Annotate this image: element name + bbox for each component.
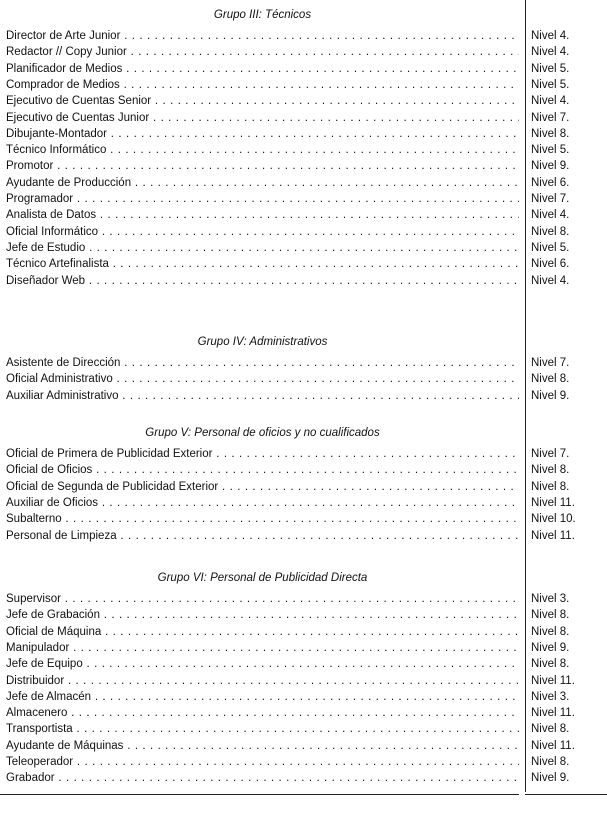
table-row — [0, 446, 607, 462]
table-row — [0, 479, 607, 495]
job-title: Ejecutivo de Cuentas Senior . . . — [6, 93, 519, 109]
table-row — [0, 591, 607, 607]
table-row — [0, 640, 607, 656]
job-title: Diseñador Web . . . — [6, 273, 519, 289]
job-title: Oficial de Oficios . . . — [6, 462, 519, 478]
job-level: Nivel 7. — [531, 357, 570, 369]
job-title: Analista de Datos . . . — [6, 207, 519, 223]
table-row — [0, 77, 607, 93]
table-row — [0, 495, 607, 511]
job-level: Nivel 9. — [531, 160, 570, 173]
table-row — [0, 355, 607, 371]
job-level: Nivel 11. — [531, 707, 575, 720]
job-level: Nivel 9. — [531, 641, 570, 654]
table-row — [0, 738, 607, 754]
bottom-rule-right — [525, 794, 607, 795]
job-title: Transportista . . . — [6, 721, 519, 737]
table-row — [0, 191, 607, 207]
bottom-rule-left — [0, 794, 519, 795]
job-level: Nivel 5. — [531, 78, 570, 91]
table-row — [0, 624, 607, 640]
job-title: Supervisor . . . — [6, 591, 519, 607]
job-level: Nivel 11. — [531, 674, 575, 687]
group-title: Grupo III: Técnicos — [213, 9, 312, 21]
table-row — [0, 511, 607, 527]
table-row — [0, 607, 607, 623]
table-row — [0, 256, 607, 272]
job-level: Nivel 8. — [531, 127, 570, 140]
job-level: Nivel 8. — [531, 373, 570, 386]
table-row — [0, 273, 607, 289]
table-row — [0, 754, 607, 770]
job-level: Nivel 8. — [531, 756, 570, 768]
job-title: Ayudante de Máquinas . . . — [6, 738, 519, 754]
job-title: Jefe de Equipo . . . — [6, 656, 519, 672]
job-title: Ejecutivo de Cuentas Junior . . . — [6, 110, 519, 126]
job-title: Oficial Informático . . . — [6, 224, 519, 240]
job-level: Nivel 3. — [531, 593, 570, 605]
job-level: Nivel 10. — [531, 513, 576, 526]
job-level: Nivel 8. — [531, 225, 570, 238]
job-title: Manipulador . . . — [6, 640, 519, 656]
job-title: Auxiliar Administrativo . . . — [6, 388, 519, 404]
job-title: Oficial de Primera de Publicidad Exterior . . . — [6, 446, 519, 462]
job-title: Programador . . . — [6, 191, 519, 207]
job-title: Jefe de Grabación . . . — [6, 607, 519, 623]
job-title: Oficial Administrativo . . . — [6, 371, 519, 387]
job-title: Jefe de Estudio . . . — [6, 240, 519, 256]
table-row — [0, 207, 607, 223]
table-row — [0, 462, 607, 478]
job-title: Auxiliar de Oficios . . . — [6, 495, 519, 511]
group-title: Grupo V: Personal de oficios y no cualificados — [145, 427, 380, 439]
job-level: Nivel 11. — [531, 496, 575, 509]
job-level: Nivel 4. — [531, 95, 570, 108]
table-row — [0, 158, 607, 174]
job-level: Nivel 7. — [531, 111, 570, 124]
job-title: Redactor // Copy Junior . . . — [6, 44, 519, 60]
table-row — [0, 770, 607, 786]
job-level: Nivel 4. — [531, 46, 570, 59]
job-title: Comprador de Medios . . . — [6, 77, 519, 93]
job-level: Nivel 4. — [531, 274, 570, 287]
job-level: Nivel 3. — [531, 690, 570, 703]
job-title: Dibujante-Montador . . . — [6, 126, 519, 142]
job-title: Grabador . . . — [6, 770, 519, 786]
table-row — [0, 142, 607, 158]
job-level: Nivel 6. — [531, 258, 570, 271]
job-title: Personal de Limpieza . . . — [6, 528, 519, 544]
job-level: Nivel 4. — [531, 30, 570, 42]
table-row — [0, 240, 607, 256]
table-row — [0, 705, 607, 721]
job-title: Técnico Informático . . . — [6, 142, 519, 158]
table-row — [0, 61, 607, 77]
job-level: Nivel 8. — [531, 609, 570, 622]
job-title: Oficial de Segunda de Publicidad Exterior . . . — [6, 479, 519, 495]
table-row — [0, 673, 607, 689]
job-level: Nivel 8. — [531, 625, 570, 638]
group-title: Grupo IV: Administrativos — [197, 336, 328, 348]
group-title: Grupo VI: Personal de Publicidad Directa — [157, 572, 368, 584]
table-row — [0, 689, 607, 705]
job-title: Jefe de Almacén . . . — [6, 689, 519, 705]
job-level: Nivel 8. — [531, 480, 570, 493]
job-level: Nivel 5. — [531, 241, 570, 254]
table-row — [0, 126, 607, 142]
job-title: Técnico Artefinalista . . . — [6, 256, 519, 272]
table-row — [0, 44, 607, 60]
job-level: Nivel 9. — [531, 772, 570, 785]
job-level: Nivel 8. — [531, 658, 570, 671]
job-title: Oficial de Máquina . . . — [6, 624, 519, 640]
job-level: Nivel 8. — [531, 464, 570, 477]
job-title: Ayudante de Producción . . . — [6, 175, 519, 191]
table-row — [0, 93, 607, 109]
table-row — [0, 175, 607, 191]
job-title: Teleoperador . . . — [6, 754, 519, 770]
job-level: Nivel 11. — [531, 739, 575, 752]
job-level: Nivel 9. — [531, 389, 570, 402]
table-row — [0, 528, 607, 544]
job-level: Nivel 5. — [531, 144, 570, 157]
table-row — [0, 388, 607, 404]
job-title: Director de Arte Junior . . . — [6, 28, 519, 44]
job-level: Nivel 5. — [531, 62, 570, 75]
table-row — [0, 110, 607, 126]
job-title: Planificador de Medios . . . — [6, 61, 519, 77]
job-level: Nivel 7. — [531, 193, 570, 205]
job-level: Nivel 4. — [531, 209, 570, 222]
table-row — [0, 656, 607, 672]
job-title: Asistente de Dirección . . . — [6, 355, 519, 371]
job-title: Distribuidor . . . — [6, 673, 519, 689]
table-row — [0, 224, 607, 240]
table-row — [0, 28, 607, 44]
table-row — [0, 371, 607, 387]
job-level: Nivel 8. — [531, 723, 570, 736]
job-level: Nivel 11. — [531, 529, 575, 542]
job-title: Almacenero . . . — [6, 705, 519, 721]
job-title: Subalterno . . . — [6, 511, 519, 527]
job-title: Promotor . . . — [6, 158, 519, 174]
table-row — [0, 721, 607, 737]
job-level: Nivel 6. — [531, 176, 570, 189]
job-level: Nivel 7. — [531, 448, 570, 460]
